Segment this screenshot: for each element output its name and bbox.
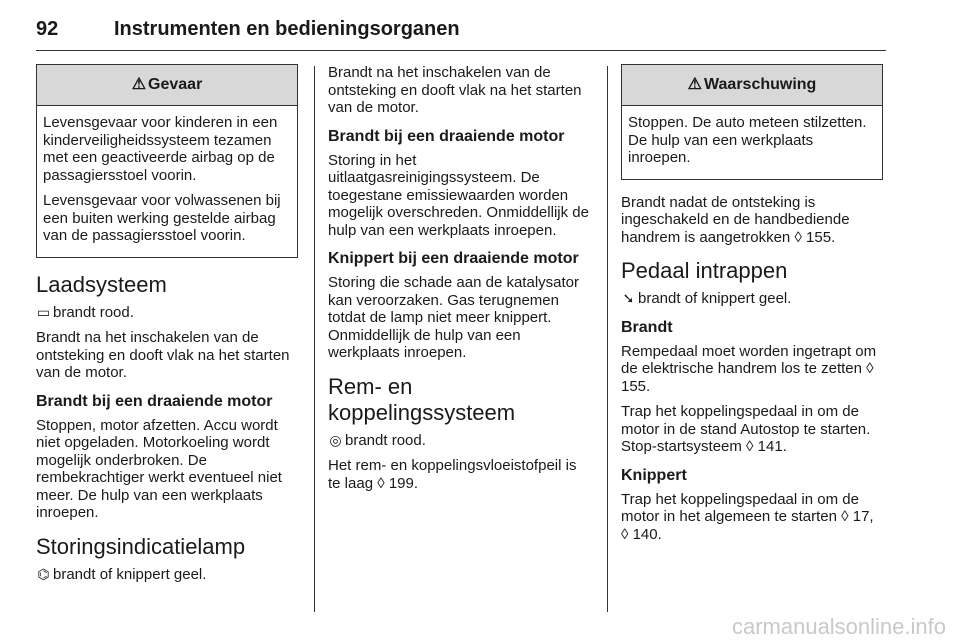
page-reference[interactable]: 140. (632, 525, 662, 543)
reference-arrow-icon: ◊ (794, 228, 802, 246)
battery-icon: ▭ (36, 303, 51, 320)
column-left (36, 64, 298, 591)
brake-text-1: Het rem- en koppelingsvloeistofpeil is te laag ◊ 199. (328, 457, 577, 492)
column-middle (328, 64, 590, 500)
pedal-text-2: Trap het koppelingspedaal in om de motor in de stand Autostop te starten. Stop-startsysteem ◊ 141. (621, 403, 871, 455)
warning-box (621, 64, 883, 180)
pedal-text-1: Rempedaal moet worden ingetrapt om de elektrische handrem los te zetten ◊ 155. (621, 342, 877, 395)
page-reference[interactable]: 155. (621, 377, 651, 395)
warning-box-header (622, 65, 882, 106)
foot-pedal-icon: ➘ (622, 290, 635, 306)
check-engine-icon: ⌬ (37, 565, 50, 582)
section-heading-charging: Laadsysteem (36, 271, 167, 297)
danger-box-title: Gevaar (148, 76, 203, 93)
page-reference[interactable]: 141. (757, 438, 787, 455)
section-heading-mil: Storingsindicatielamp (36, 533, 246, 559)
pedal-status: ➘ brandt of knippert geel. (622, 290, 792, 307)
mil-text-1: Brandt na het inschakelen van de ontsteking en dooft vlak na het starten van de motor. (328, 64, 582, 116)
brake-text-2: Brandt nadat de ontsteking is ingeschakeld en de handbediende handrem is aangetrokken ◊ 155. (621, 193, 850, 246)
danger-text-2: Levensgevaar voor volwassenen bij een buiten werking gestelde airbag van de passagiersstoel voorin. (43, 192, 281, 244)
charging-text-1: Brandt na het inschakelen van de ontsteking en dooft vlak na het starten van de motor. (36, 329, 290, 381)
page-reference[interactable]: 17, (852, 508, 874, 525)
reference-arrow-icon: ◊ (746, 438, 754, 455)
page-header (36, 14, 886, 51)
page-title: Instrumenten en bedieningsorganen (114, 18, 460, 40)
column-divider (314, 66, 315, 612)
page-reference[interactable]: 155. (806, 228, 836, 246)
danger-box-header (37, 65, 297, 106)
column-right (621, 64, 883, 551)
section-heading-pedal: Pedaal intrappen (621, 258, 788, 283)
watermark: carmanualsonline.info (731, 614, 946, 639)
brake-system-icon: ◎ (329, 431, 342, 448)
section-heading-brake: Rem- en koppelingssysteem (328, 373, 516, 425)
warning-triangle-icon: ⚠ (687, 76, 703, 93)
charging-status: ▭ brandt rood. (36, 303, 134, 321)
warning-triangle-icon: ⚠ (131, 76, 147, 93)
mil-text-3: Storing die schade aan de katalysator kan veroorzaken. Gas terugnemen totdat de lamp niet meer knippert. Onmiddellijk de hulp van een werkplaats inroepen. (328, 274, 579, 361)
reference-arrow-icon: ◊ (621, 525, 629, 543)
pedal-text-3: Trap het koppelingspedaal in om de motor in het algemeen te starten ◊ 17, ◊ 140. (621, 490, 874, 543)
pedal-sub-heading-2: Knippert (621, 466, 687, 484)
reference-arrow-icon: ◊ (866, 360, 874, 377)
page-number: 92 (36, 18, 59, 40)
reference-arrow-icon: ◊ (377, 474, 385, 492)
charging-sub-heading: Brandt bij een draaiende motor (36, 392, 273, 410)
mil-text-2: Storing in het uitlaatgasreinigingssysteem. De toegestane emissiewaarden worden mogelijk overschreden. Onmiddellijk de hulp van een werkplaats inroepen. (328, 151, 589, 239)
page-reference[interactable]: 199. (388, 474, 419, 492)
warning-text-1: Stoppen. De auto meteen stilzetten. De hulp van een werkplaats inroepen. (628, 114, 867, 166)
charging-text-2: Stoppen, motor afzetten. Accu wordt niet opgeladen. Motorkoeling wordt mogelijk onderbroken. De rembekrachtiger werkt eventueel niet meer. De hulp van een werkplaats inroepen. (36, 416, 282, 521)
column-divider (607, 66, 608, 612)
mil-status: ⌬ brandt of knippert geel. (37, 565, 207, 583)
danger-text-1: Levensgevaar voor kinderen in een kinderveiligheidssysteem tezamen met een geactiveerde airbag op de passagiersstoel voorin. (43, 114, 278, 184)
mil-sub-heading-2: Knippert bij een draaiende motor (328, 250, 579, 267)
danger-box (36, 64, 298, 258)
mil-sub-heading-1: Brandt bij een draaiende motor (328, 127, 565, 145)
warning-box-title: Waarschuwing (704, 76, 817, 93)
reference-arrow-icon: ◊ (841, 508, 849, 525)
brake-status: ◎ brandt rood. (329, 431, 426, 449)
pedal-sub-heading-1: Brandt (621, 318, 673, 336)
